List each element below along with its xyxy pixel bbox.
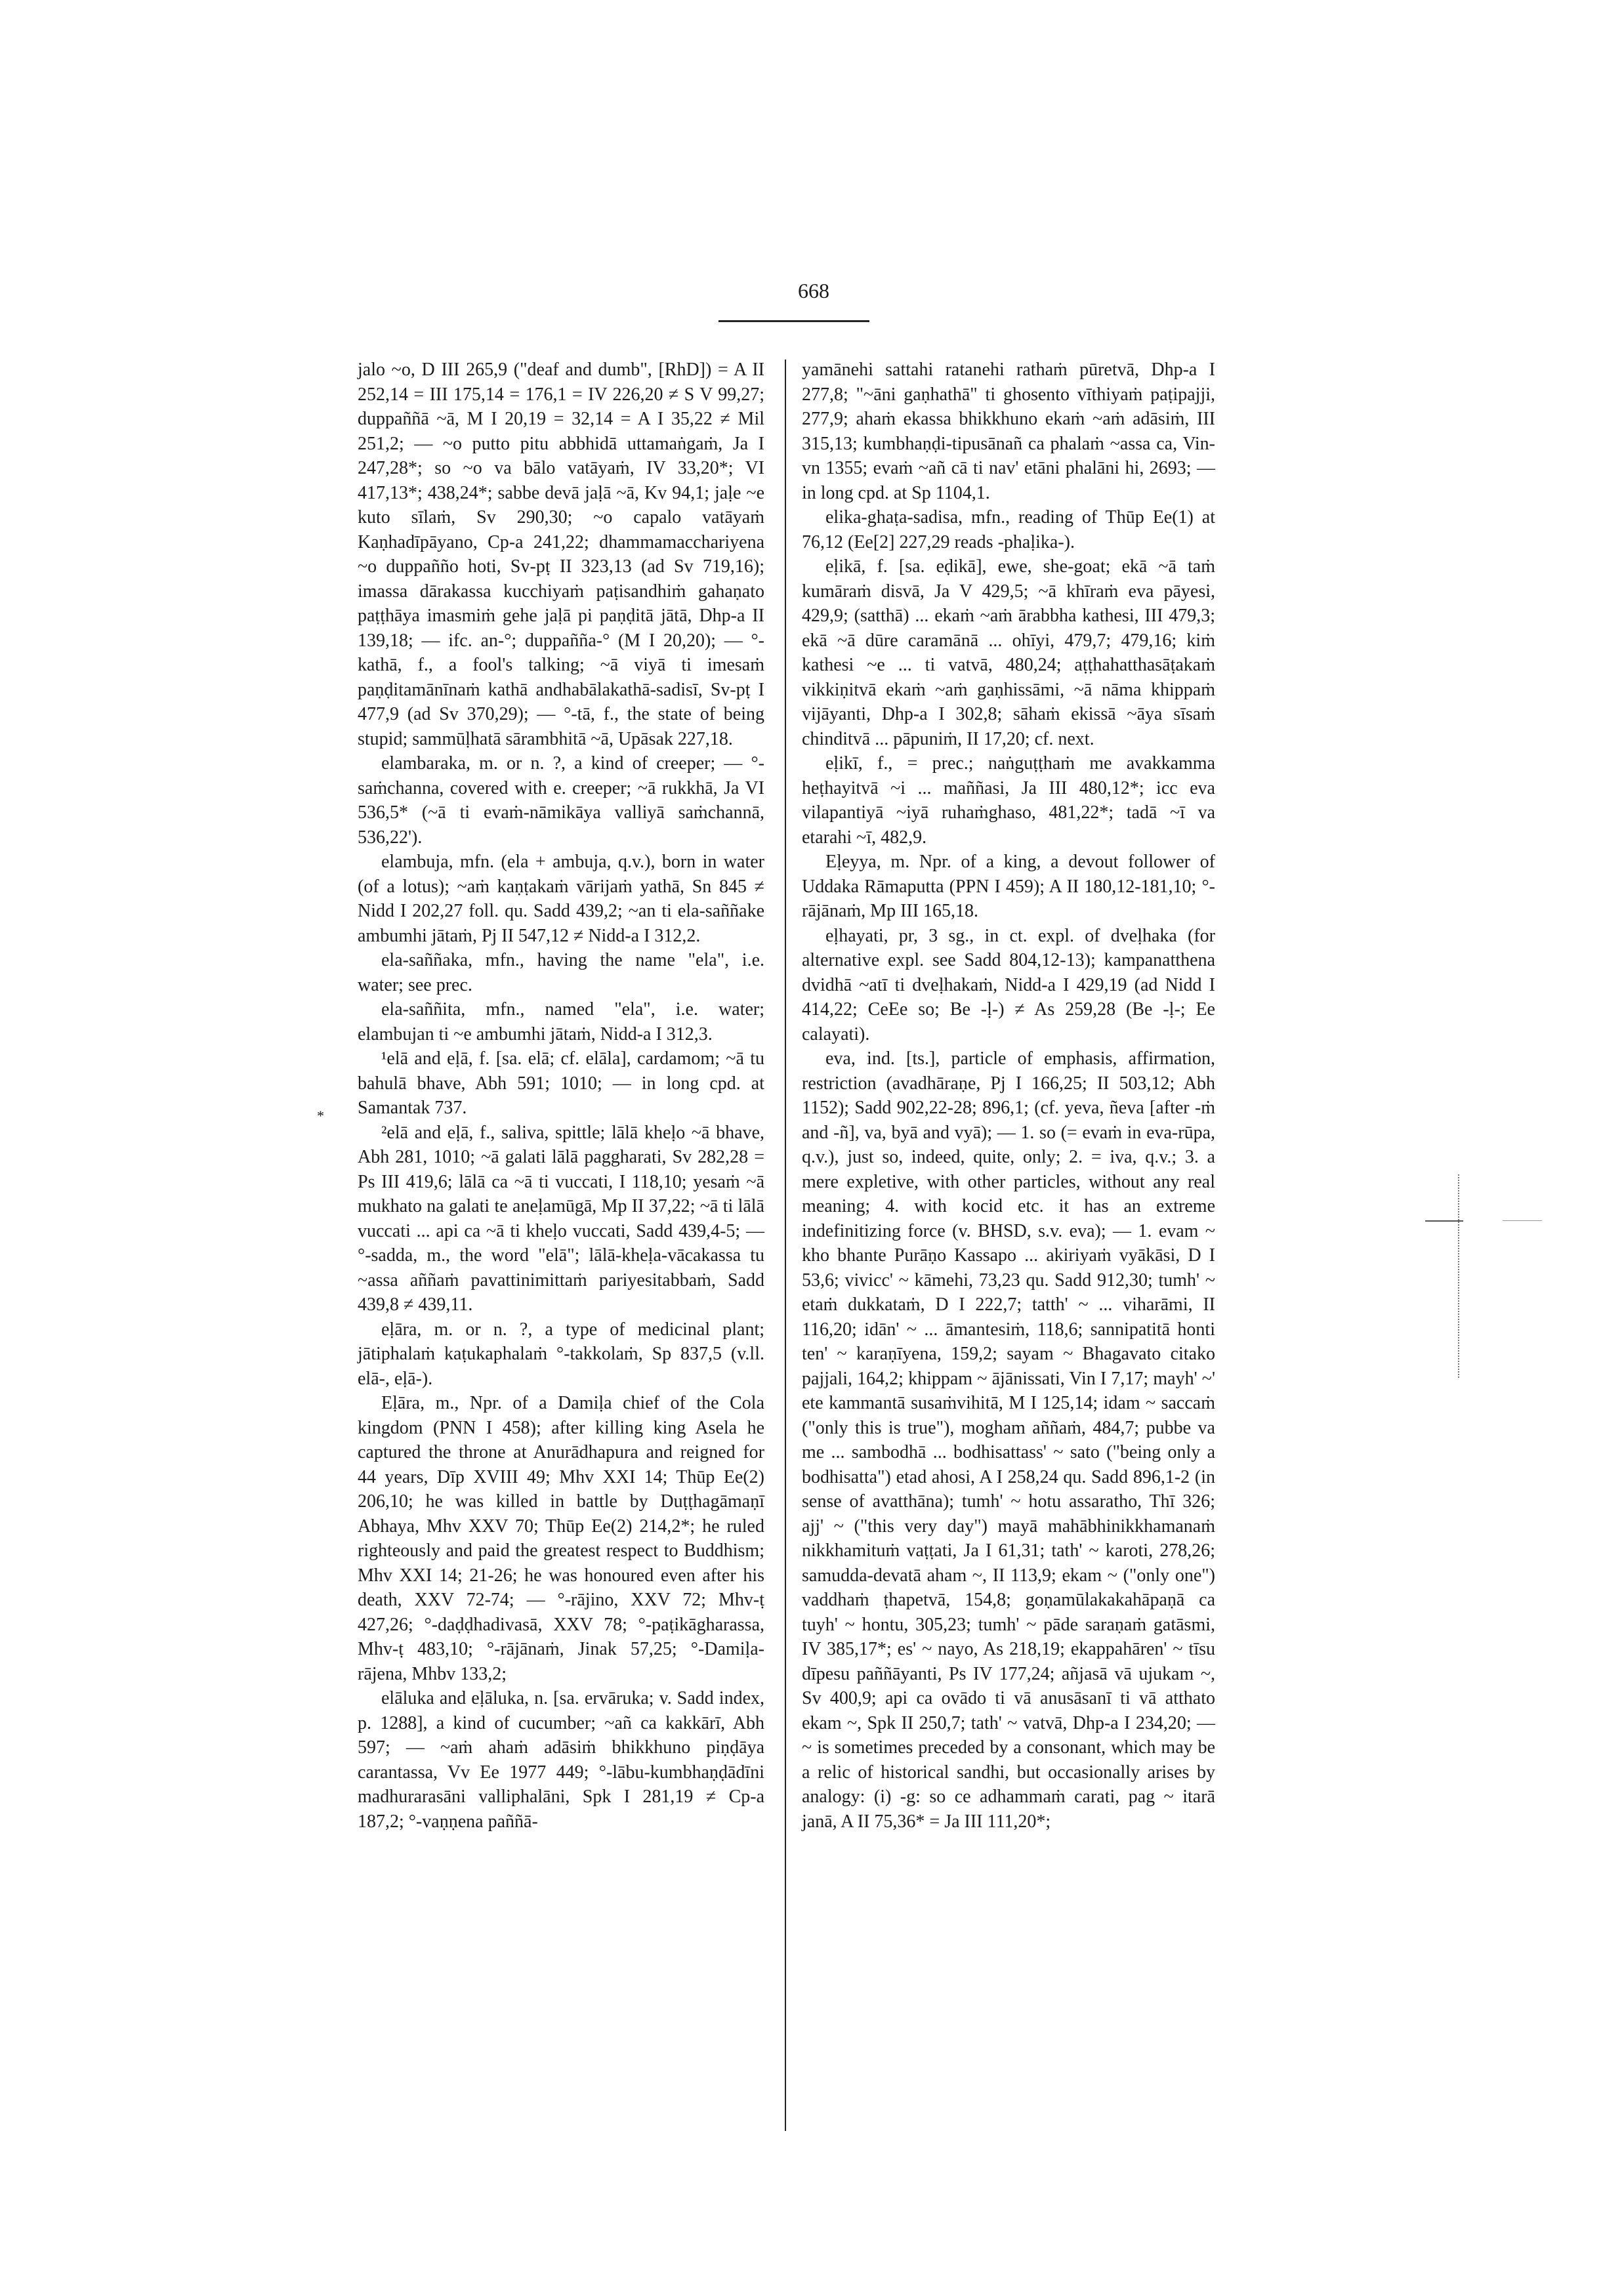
entry-ela-sannaka: ela-saññaka, mfn., having the name "ela", i.e. water; see prec.	[358, 950, 764, 995]
margin-mark: *	[317, 1107, 324, 1124]
left-column	[358, 358, 764, 1834]
right-column	[802, 358, 1215, 1834]
entry-elambaraka: elambaraka, m. or n. ?, a kind of creeper; — °-saṁchanna, covered with e. creeper; ~ā rukkhā, Ja VI 536,5* (~ā ti evaṁ-nāmikāya valliyā saṁchannā, 536,22').	[358, 753, 764, 848]
page-number: 668	[798, 279, 829, 302]
entry-ela-cardamom: ¹elā and eḷā, f. [sa. elā; cf. elāla], cardamom; ~ā tu bahulā bhave, Abh 591; 1010; — in long cpd. at Samantak 737.	[358, 1048, 764, 1118]
margin-dots	[1458, 1174, 1461, 1378]
entry-elaluka: elāluka and eḷāluka, n. [sa. ervāruka; v. Sadd index, p. 1288], a kind of cucumber; ~añ ca kakkārī, Abh 597; — ~aṁ ahaṁ adāsiṁ bhikkhuno piṇḍāya carantassa, Vv Ee 1977 449; °-lābu-kumbhaṇḍādīni madhurarasāni valliphalāni, Spk I 281,19 ≠ Cp-a 187,2; °-vaṇṇena paññā-	[358, 1688, 764, 1832]
entry-elhayati: eḷhayati, pr, 3 sg., in ct. expl. of dveḷhaka (for alternative expl. see Sadd 804,12-13); kampanatthena dvidhā ~atī ti dveḷhakaṁ, Nidd-a I 429,19 (ad Nidd I 414,22; CeEe so; Be -ḷ-) ≠ As 259,28 (Be -ḷ-; Ee calayati).	[802, 925, 1215, 1044]
entry-elika-ghata-sadisa: elika-ghaṭa-sadisa, mfn., reading of Thūp Ee(1) at 76,12 (Ee[2] 227,29 reads -phaḷika-).	[802, 507, 1215, 552]
entry-eleyya: Eḷeyya, m. Npr. of a king, a devout follower of Uddaka Rāmaputta (PPN I 459); A II 180,12-181,10; °-rājānaṁ, Mp III 165,18.	[802, 852, 1215, 921]
entry-elambuja: elambuja, mfn. (ela + ambuja, q.v.), born in water (of a lotus); ~aṁ kaṇṭakaṁ vārijaṁ yathā, Sn 845 ≠ Nidd I 202,27 foll. qu. Sadd 439,2; ~an ti ela-saññake ambumhi jātaṁ, Pj II 547,12 ≠ Nidd-a I 312,2.	[358, 852, 764, 946]
margin-dash	[1425, 1220, 1463, 1222]
entry-elara-plant: eḷāra, m. or n. ?, a type of medicinal plant; jātiphalaṁ kaṭukaphalaṁ °-takkolaṁ, Sp 837,5 (v.ll. elā-, eḷā-).	[358, 1319, 764, 1389]
column-divider	[785, 360, 786, 2131]
entry-elara-king: Eḷāra, m., Npr. of a Damiḷa chief of the Cola kingdom (PNN I 458); after killing king Asela he captured the throne at Anurādhapura and reigned for 44 years, Dīp XVIII 49; Mhv XXI 14; Thūp Ee(2) 206,10; he was killed in battle by Duṭṭhagāmaṇī Abhaya, Mhv XXV 70; Thūp Ee(2) 214,2*; he ruled righteously and paid the greatest respect to Buddhism; Mhv XXI 14; 21-26; he was honoured even after his death, XXV 72-74; — °-rājino, XXV 72; Mhv-ṭ 427,26; °-daḍḍhadivasā, XXV 78; °-paṭikāgharassa, Mhv-ṭ 483,10; °-rājānaṁ, Jinak 57,25; °-Damiḷa-rājena, Mhbv 133,2;	[358, 1393, 764, 1684]
entry-ela-saliva: ²elā and eḷā, f., saliva, spittle; lālā kheḷo ~ā bhave, Abh 281, 1010; ~ā galati lālā paggharati, Sv 282,28 = Ps III 419,6; lālā ca ~ā ti vuccati, I 118,10; yesaṁ ~ā mukhato na galati te aneḷamūgā, Mp II 37,22; ~ā ti lālā vuccati ... api ca ~ā ti kheḷo vuccati, Sadd 439,4-5; — °-sadda, m., the word "elā"; lālā-kheḷa-vācakassa tu ~assa aññaṁ pavattinimittaṁ pariyesitabbaṁ, Sadd 439,8 ≠ 439,11.	[358, 1122, 764, 1315]
entry-eliki: eḷikī, f., = prec.; naṅguṭṭhaṁ me avakkamma heṭhayitvā ~i ... maññasi, Ja III 480,12*; icc eva vilapantiyā ~iyā ruhaṁghaso, 481,22*; tadā ~ī va etarahi ~ī, 482,9.	[802, 753, 1215, 848]
header-rule	[718, 320, 869, 322]
margin-dash-faint	[1503, 1220, 1542, 1221]
entry-elika: eḷikā, f. [sa. eḍikā], ewe, she-goat; ekā ~ā taṁ kumāraṁ disvā, Ja V 429,5; ~ā khīraṁ eva pāyesi, 429,9; (satthā) ... ekaṁ ~aṁ ārabbha kathesi, III 479,3; ekā ~ā dūre caramānā ... ohīyi, 479,7; 479,16; kiṁ kathesi ~e ... ti vatvā, 480,24; aṭṭhahatthasāṭakaṁ vikkiṇitvā ekaṁ ~aṁ gaṇhissāmi, ~ā nāma khippaṁ vijāyanti, Dhp-a I 302,8; sāhaṁ ekissā ~āya sīsaṁ chinditvā ... pāpuniṁ, II 17,20; cf. next.	[802, 556, 1215, 749]
entry-elaluka-cont: yamānehi sattahi ratanehi rathaṁ pūretvā, Dhp-a I 277,8; "~āni gaṇhathā" ti ghosento vīthiyaṁ paṭipajji, 277,9; ahaṁ ekassa bhikkhuno ekaṁ ~aṁ adāsiṁ, III 315,13; kumbhaṇḍi-tipusānañ ca phalaṁ ~assa ca, Vin-vn 1355; evaṁ ~añ cā ti nav' etāni phalāni hi, 2693; — in long cpd. at Sp 1104,1.	[802, 360, 1215, 503]
entry-eva: eva, ind. [ts.], particle of emphasis, affirmation, restriction (avadhāraṇe, Pj I 166,25; II 503,12; Abh 1152); Sadd 902,22-28; 896,1; (cf. yeva, ñeva [after -ṁ and -ñ], va, byā and vyā); — 1. so (= evaṁ in eva-rūpa, q.v.), just so, indeed, quite, only; 2. = iva, q.v.; 3. a mere expletive, with other particles, without any real meaning; 4. with kocid etc. it has an extreme indefinitizing force (v. BHSD, s.v. eva); — 1. evam ~ kho bhante Purāṇo Kassapo ... akiriyaṁ vyākāsi, D I 53,6; vivicc' ~ kāmehi, 73,23 qu. Sadd 912,30; tumh' ~ etaṁ dukkataṁ, D I 222,7; tatth' ~ ... viharāmi, II 116,20; idān' ~ ... āmantesiṁ, 118,6; sannipatitā honti ten' ~ karaṇīyena, 159,2; sayam ~ Bhagavato citako pajjali, 164,2; khippam ~ ājānissati, Vin I 7,17; mayh' ~' ete kammantā susaṁvihitā, M I 125,14; idam ~ saccaṁ ("only this is true"), mogham aññaṁ, 484,7; pubbe va me ... sambodhā ... bodhisattass' ~ sato ("being only a bodhisatta") etad ahosi, A I 258,24 qu. Sadd 896,1-2 (in sense of avatthāna); tumh' ~ hotu assaratho, Thī 326; ajj' ~ ("this very day") mayā mahābhinikkhamanaṁ nikkhamituṁ vaṭṭati, Ja I 61,31; tath' ~ karoti, 278,26; samudda-devatā aham ~, II 113,9; ekam ~ ("only one") vaddhaṁ ṭhapetvā, 154,8; goṇamūlakakahāpaṇā ca tuyh' ~ hontu, 305,23; tumh' ~ pāde saraṇaṁ gatāsmi, IV 385,17*; es' ~ nayo, As 218,19; ekappahāren' ~ tīsu dīpesu paññāyanti, Ps IV 177,24; añjasā vā ujukam ~, Sv 400,9; api ca ovādo ti vā anusāsanī ti vā atthato ekam ~, Spk II 250,7; tath' ~ vatvā, Dhp-a I 234,20; — ~ is sometimes preceded by a consonant, which may be a relic of historical sandhi, but occasionally arises by analogy: (i) -g: so ce adhammaṁ carati, pag ~ itarā janā, A II 75,36* = Ja III 111,20*;	[802, 1048, 1215, 1832]
entry-jalo: jalo ~o, D III 265,9 ("deaf and dumb", [RhD]) = A II 252,14 = III 175,14 = 176,1 = IV 226,20 ≠ S V 99,27; duppaññā ~ā, M I 20,19 = 32,14 = A I 35,22 ≠ Mil 251,2; — ~o putto pitu abbhidā uttamaṅgaṁ, Ja I 247,28*; so ~o va bālo vatāyaṁ, IV 33,20*; VI 417,13*; 438,24*; sabbe devā jaḷā ~ā, Kv 94,1; jaḷe ~e kuto sīlaṁ, Sv 290,30; ~o capalo vatāyaṁ Kaṇhadīpāyano, Cp-a 241,22; dhammamacchariyena ~o duppañño hoti, Sv-pṭ II 323,13 (ad Sv 719,16); imassa dārakassa kucchiyaṁ paṭisandhiṁ gahaṇato paṭṭhāya imasmiṁ gehe jaḷā pi paṇḍitā jātā, Dhp-a II 139,18; — ifc. an-°; duppañña-° (M I 20,20); — °-kathā, f., a fool's talking; ~ā viyā ti imesaṁ paṇḍitamānīnaṁ kathā andhabālakathā-sadisī, Sv-pṭ I 477,9 (ad Sv 370,29); — °-tā, f., the state of being stupid; sammūḷhatā sārambhitā ~ā, Upāsak 227,18.	[358, 360, 764, 749]
entry-ela-sannita: ela-saññita, mfn., named "ela", i.e. water; elambujan ti ~e ambumhi jātaṁ, Nidd-a I 312,3.	[358, 999, 764, 1044]
